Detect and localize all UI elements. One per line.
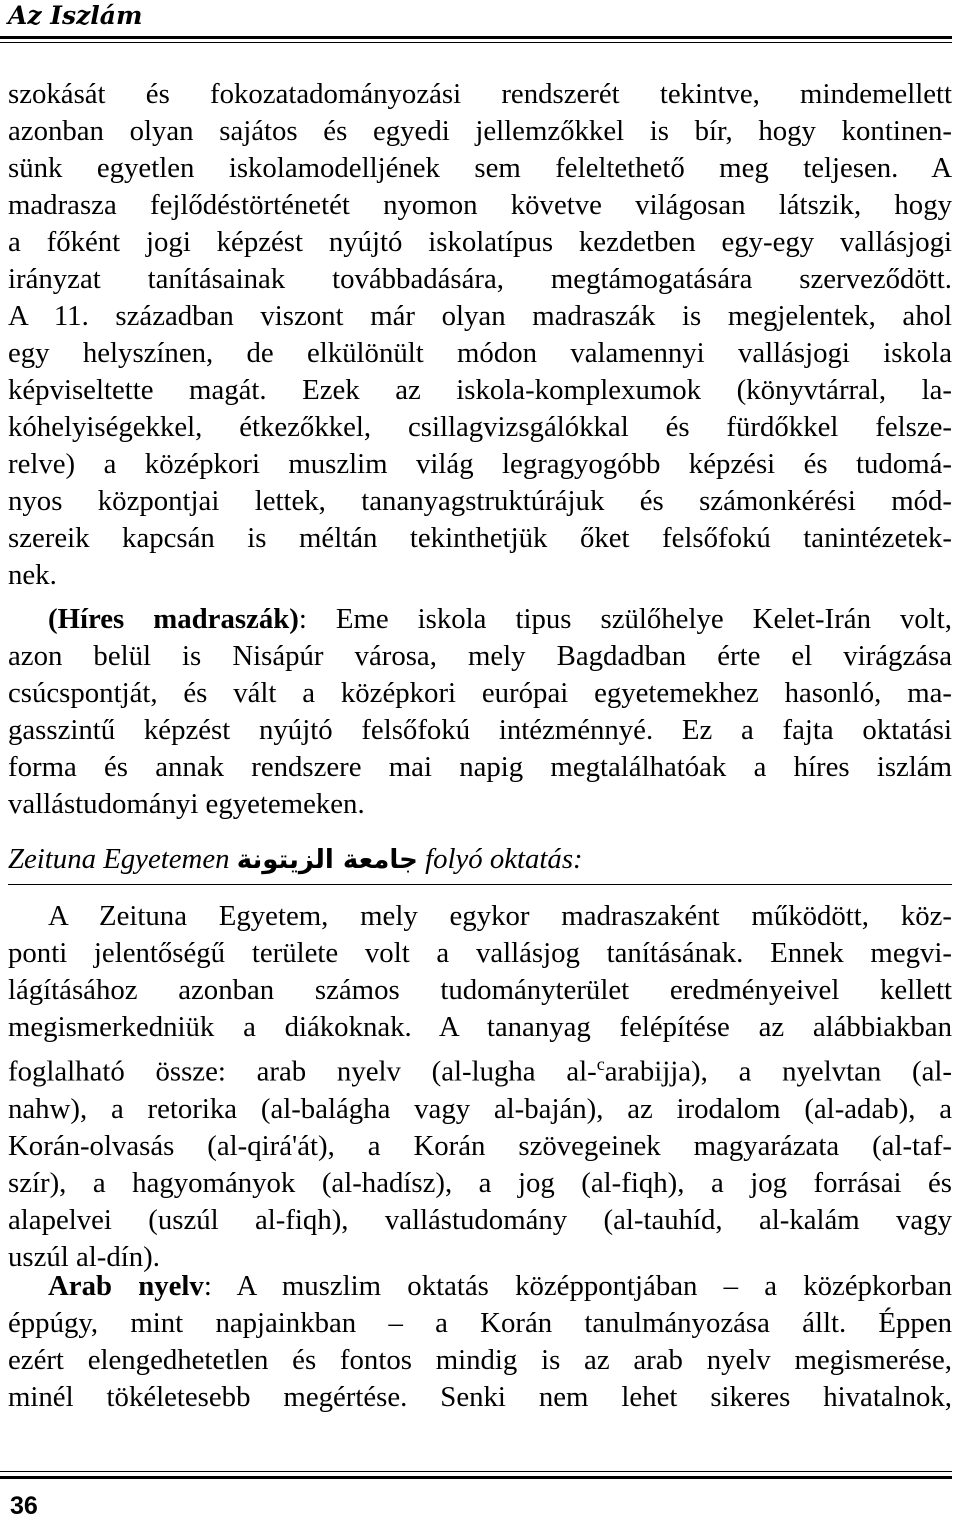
- text-line: nyos központjai lettek, tananyagstruktúrájuk és számonkérési mód-: [8, 485, 952, 517]
- text-line: gasszintű képzést nyújtó felsőfokú intézménnyé. Ez a fajta oktatási: [8, 714, 952, 746]
- section-heading-zeituna: [8, 841, 952, 879]
- heading-text-before: Zeituna Egyetemen: [8, 843, 230, 875]
- heading-arabic-name: جامعة الزيتونة: [236, 845, 418, 875]
- text-line: relve) a középkori muszlim világ legragyogóbb képzési és tudomá-: [8, 448, 952, 480]
- text-line: forma és annak rendszere mai napig megtalálhatóak a híres iszlám: [8, 751, 952, 783]
- text-line: irányzat tanításainak továbbadására, megtámogatására szerveződött.: [8, 263, 952, 295]
- text-line: [8, 898, 952, 935]
- paragraph-zeituna-curriculum: [8, 898, 952, 1276]
- text-line: uszúl al-dín).: [8, 1240, 160, 1273]
- text-line: azon belül is Nisápúr városa, mely Bagdadban érte el virágzása: [8, 640, 952, 672]
- text-line: [8, 1268, 952, 1305]
- text-line: nahw), a retorika (al-balágha vagy al-baján), az irodalom (al-adab), a: [8, 1092, 952, 1125]
- line-continuation: : Eme iskola tipus szülőhelye Kelet-Irán volt,: [298, 603, 952, 635]
- heading-text-after: folyó oktatás:: [425, 843, 583, 875]
- text-line: A 11. században viszont már olyan madraszák is megjelentek, ahol: [8, 300, 952, 332]
- footer-rule-thin: [0, 1471, 952, 1472]
- text-line: madrasza fejlődéstörténetét nyomon követve világosan látszik, hogy: [8, 189, 952, 221]
- text-line: [8, 601, 952, 638]
- text-line: a főként jogi képzést nyújtó iskolatípus kezdetben egy-egy vallásjogi: [8, 226, 952, 258]
- page-number: 36: [10, 1492, 38, 1520]
- bold-term-famous-madrasas: (Híres madraszák): [48, 603, 299, 635]
- superscript-ayn: c: [596, 1054, 605, 1074]
- text-line: azonban olyan sajátos és egyedi jellemzőkkel is bír, hogy kontinen-: [8, 115, 952, 147]
- text-line: lágításához azonban számos tudományterület eredményeivel kellett: [8, 974, 952, 1006]
- paragraph-arabic-language: [8, 1268, 952, 1416]
- text-line: képviseltette magát. Ezek az iskola-komplexumok (könyvtárral, la-: [8, 374, 952, 406]
- running-header-title: Az Iszlám: [8, 1, 143, 30]
- text-line: megismerkedniük a diákoknak. A tananyag felépítése az alábbiakban: [8, 1011, 952, 1043]
- line-text: A Zeituna Egyetem, mely egykor madraszaként működött, köz-: [48, 900, 952, 932]
- bold-term-arabic-language: Arab nyelv: [48, 1270, 204, 1302]
- text-line: szereik kapcsán is méltán tekinthetjük őket felsőfokú tanintézetek-: [8, 522, 952, 554]
- line-continuation: : A muszlim oktatás középpontjában – a középkorban: [203, 1270, 952, 1302]
- text-line: Korán-olvasás (al-qirá'át), a Korán szövegeinek magyarázata (al-taf-: [8, 1129, 952, 1162]
- paragraph-famous-madrasas: [8, 601, 952, 823]
- line-text: arabijja), a nyelvtan (al-: [604, 1055, 952, 1088]
- text-line: nek.: [8, 559, 57, 591]
- text-line: éppúgy, mint napjainkban – a Korán tanulmányozása állt. Éppen: [8, 1307, 952, 1339]
- header-rule-thick: [0, 36, 952, 39]
- text-line: sünk egyetlen iskolamodelljének sem feleltethető meg teljesen. A: [8, 152, 952, 184]
- text-line: szokását és fokozatadományozási rendszerét tekintve, mindemellett: [8, 78, 952, 110]
- heading-underline: [8, 884, 952, 885]
- line-text: foglalható össze: arab nyelv (al-lugha al-: [8, 1055, 597, 1088]
- text-line: minél tökéletesebb megértése. Senki nem lehet sikeres hivatalnok,: [8, 1381, 952, 1413]
- text-line: ezért elengedhetetlen és fontos mindig is az arab nyelv megismerése,: [8, 1344, 952, 1376]
- text-line: egy helyszínen, de elkülönült módon valamennyi vallásjogi iskola: [8, 337, 952, 369]
- text-line: alapelvei (uszúl al-fiqh), vallástudomány (al-tauhíd, al-kalám vagy: [8, 1203, 952, 1236]
- paragraph-madrasa-history: [8, 76, 952, 594]
- text-line: csúcspontját, és vált a középkori európai egyetemekhez hasonló, ma-: [8, 677, 952, 709]
- heading-line: [8, 841, 952, 879]
- footer-rule-thick: [0, 1476, 952, 1479]
- text-line: kóhelyiségekkel, étkezőkkel, csillagvizsgálókkal és fürdőkkel felsze-: [8, 411, 952, 443]
- text-line: ponti jelentőségű területe volt a vallásjog tanításának. Ennek megvi-: [8, 937, 952, 969]
- header-rule-thin: [0, 42, 952, 43]
- text-line: vallástudományi egyetemeken.: [8, 788, 365, 820]
- text-line: [8, 1046, 952, 1091]
- text-line: szír), a hagyományok (al-hadísz), a jog (al-fiqh), a jog forrásai és: [8, 1166, 952, 1199]
